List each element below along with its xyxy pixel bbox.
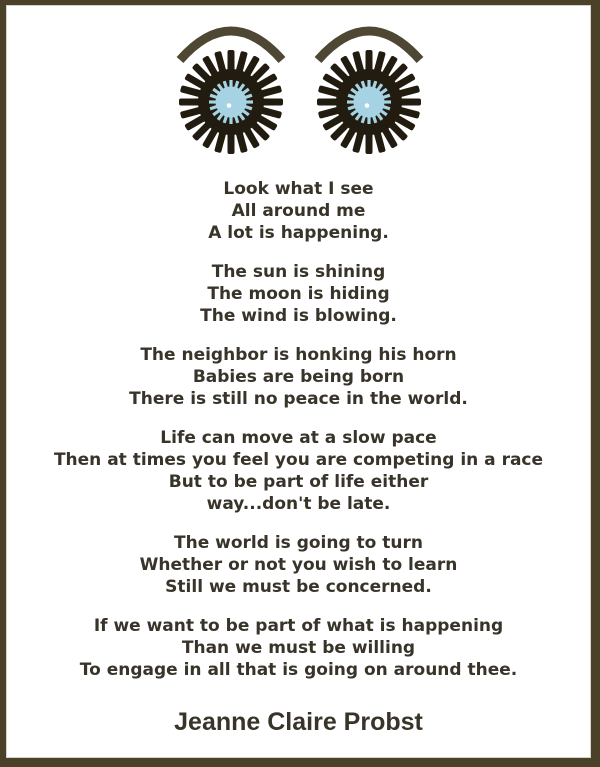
poem-line: But to be part of life either bbox=[168, 472, 429, 492]
poem-line: Than we must be willing bbox=[181, 638, 416, 658]
poem-line: way...don't be late. bbox=[206, 494, 391, 514]
poem-line: Life can move at a slow pace bbox=[160, 428, 437, 448]
poem-line: Still we must be concerned. bbox=[165, 577, 432, 597]
poem-line: If we want to be part of what is happening bbox=[93, 616, 504, 636]
poem-stanza-4 bbox=[6, 427, 591, 515]
poem-stanza-2 bbox=[6, 261, 591, 327]
poem-line: The world is going to turn bbox=[174, 533, 423, 553]
author-name: Jeanne Claire Probst bbox=[174, 708, 423, 736]
poem-line: The moon is hiding bbox=[207, 284, 390, 304]
poem-line: The neighbor is honking his horn bbox=[140, 345, 457, 365]
poem-line: Look what I see bbox=[223, 179, 374, 199]
right-eye-icon bbox=[317, 50, 421, 154]
poem-line: Then at times you feel you are competing in a race bbox=[53, 450, 544, 470]
poem-stanza-5 bbox=[6, 532, 591, 598]
poem-line: The sun is shining bbox=[211, 262, 386, 282]
eyes-graphic bbox=[6, 5, 591, 175]
poem-line: A lot is happening. bbox=[208, 223, 389, 243]
poem-line: The wind is blowing. bbox=[200, 306, 397, 326]
poem-stanza-1 bbox=[6, 178, 591, 244]
poem-line: Whether or not you wish to learn bbox=[139, 555, 458, 575]
poem-line: All around me bbox=[231, 201, 366, 221]
poem-stanza-3 bbox=[6, 344, 591, 410]
poem-line: There is still no peace in the world. bbox=[129, 389, 468, 409]
poem-line: Babies are being born bbox=[192, 367, 405, 387]
poem-stanza-6 bbox=[6, 615, 591, 681]
left-eye-icon bbox=[179, 50, 283, 154]
poem-line: To engage in all that is going on around thee. bbox=[79, 660, 518, 680]
poem-text bbox=[6, 178, 591, 681]
